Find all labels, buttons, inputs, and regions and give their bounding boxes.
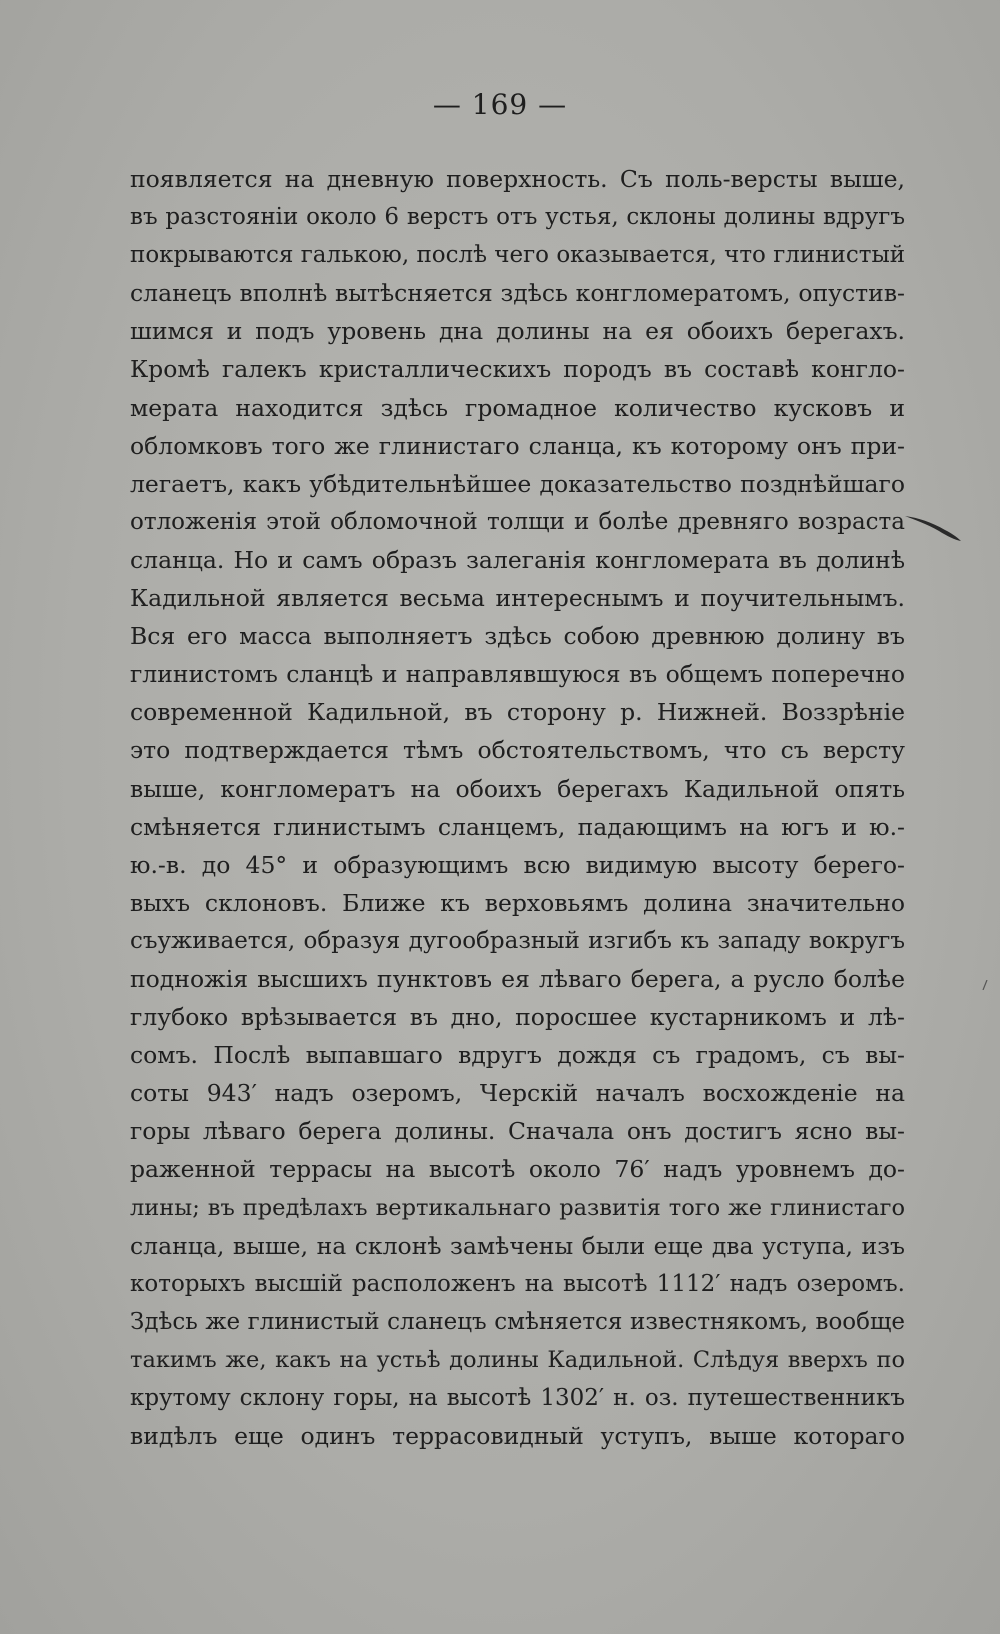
text-line: сланца. Но и самъ образъ залеганія конгломерата въ долинѣ <box>130 545 905 574</box>
text-line: глинистомъ сланцѣ и направлявшуюся въ общемъ поперечно <box>130 660 905 689</box>
text-line: сомъ. Послѣ выпавшаго вдругъ дождя съ градомъ, съ вы- <box>130 1041 905 1070</box>
text-line: отложенія этой обломочной толщи и болѣе древняго возраста <box>130 508 905 535</box>
text-line: видѣлъ еще одинъ террасовидный уступъ, выше котораго <box>130 1422 905 1451</box>
ink-speck <box>982 980 988 990</box>
text-line: покрываются галькою, послѣ чего оказывается, что глинистый <box>130 242 906 269</box>
text-line: это подтверждается тѣмъ обстоятельствомъ, что съ версту <box>130 736 905 765</box>
body-text <box>130 160 905 1455</box>
text-line: такимъ же, какъ на устьѣ долины Кадильной. Слѣдуя вверхъ по <box>130 1346 905 1373</box>
text-line: сланецъ вполнѣ вытѣсняется здѣсь конгломератомъ, опустив- <box>130 279 905 308</box>
text-line: ю.-в. до 45° и образующимъ всю видимую высоту берего- <box>130 850 905 879</box>
text-line: смѣняется глинистымъ сланцемъ, падающимъ на югъ и ю.- <box>130 812 905 841</box>
text-line: съуживается, образуя дугообразный изгибъ къ западу вокругъ <box>130 927 905 954</box>
text-line: Вся его масса выполняетъ здѣсь собою древнюю долину въ <box>130 622 905 651</box>
text-line: появляется на дневную поверхность. Съ поль-версты выше, <box>130 165 905 193</box>
text-line: крутому склону горы, на высотѣ 1302′ н. оз. путешественникъ <box>130 1385 905 1411</box>
ink-mark <box>905 512 963 542</box>
text-line: сланца, выше, на склонѣ замѣчены были еще два уступа, изъ <box>130 1231 905 1260</box>
text-line: раженной террасы на высотѣ около 76′ надъ уровнемъ до- <box>130 1155 905 1184</box>
text-line: шимся и подъ уровень дна долины на ея обоихъ берегахъ. <box>130 317 905 346</box>
text-line: подножія высшихъ пунктовъ ея лѣваго берега, а русло болѣе <box>130 964 905 993</box>
text-line: выше, конгломератъ на обоихъ берегахъ Кадильной опять <box>130 774 905 803</box>
text-line: обломковъ того же глинистаго сланца, къ которому онъ при- <box>130 431 905 460</box>
text-line: Кромѣ галекъ кристаллическихъ породъ въ составѣ конгло- <box>130 355 905 384</box>
text-line: мерата находится здѣсь громадное количество кусковъ и <box>130 393 905 422</box>
text-line: современной Кадильной, въ сторону р. Нижней. Воззрѣніе <box>130 698 905 727</box>
text-line: горы лѣваго берега долины. Сначала онъ достигъ ясно вы- <box>130 1117 905 1146</box>
text-line: въ разстояніи около 6 верстъ отъ устья, склоны долины вдругъ <box>130 204 905 231</box>
text-line: Здѣсь же глинистый сланецъ смѣняется известнякомъ, вообще <box>130 1308 905 1335</box>
text-line: выхъ склоновъ. Ближе къ верховьямъ долина значительно <box>130 888 905 917</box>
text-line: глубоко врѣзывается въ дно, поросшее кустарникомъ и лѣ- <box>130 1003 905 1032</box>
text-line: которыхъ высшій расположенъ на высотѣ 1112′ надъ озеромъ. <box>130 1270 905 1297</box>
text-line: Кадильной является весьма интереснымъ и поучительнымъ. <box>130 584 905 613</box>
page-number: — 169 — <box>432 88 568 121</box>
text-line: легаетъ, какъ убѣдительнѣйшее доказательство позднѣйшаго <box>130 469 905 498</box>
text-line: соты 943′ надъ озеромъ, Черскій началъ восхожденіе на <box>130 1079 905 1108</box>
text-line: лины; въ предѣлахъ вертикальнаго развитія того же глинистаго <box>130 1194 905 1221</box>
